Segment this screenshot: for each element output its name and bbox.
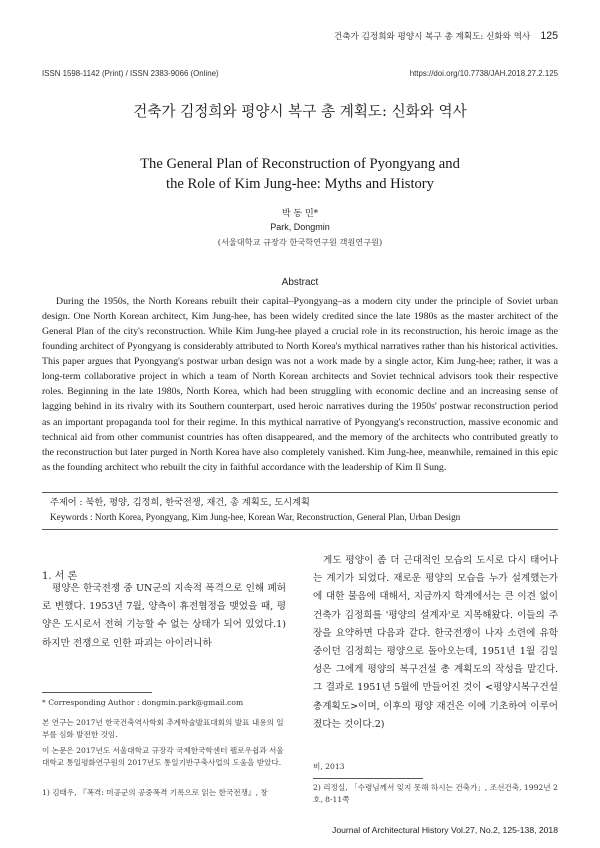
footnote-divider-right [313,778,423,779]
journal-footer: Journal of Architectural History Vol.27, No.2, 125-138, 2018 [332,825,558,835]
keywords-english: Keywords : North Korea, Pyongyang, Kim Jung-hee, Korean War, Reconstruction, General Plan, Urban Design [50,512,461,522]
abstract-body: During the 1950s, the North Koreans rebuilt their capital–Pyongyang–as a modern city under the principle of Soviet urban design. One North Korean architect, Kim Jung-hee, has been widely credited since the late 1980s as the master architect of the General Plan of the city's reconstruction. While Kim Jung-hee played a crucial role in its reconstruction, his heroic image as the founding architect of Pyongyang is considerably attributed to North Korea's mythical narratives rather than his historical activities. This paper argues that Pyongyang's postwar urban design was not a work made by a single actor, Kim Jung-hee; rather, it was a long-term collaborative project in which a team of North Korean architects and Soviet technical advisors took their respective roles. Beginning in the late 1980s, North Korea, which had been struggling with economic decline and an increasing sense of lagging behind in its rivalry with its Southern counterpart, used heroic narratives during the 1950s' postwar reconstruction period as an important propaganda tool for their regime. In this mythical narrative of Pyongyang's reconstruction, massive economic and technical aid from other communist countries has often disappeared, and the memory of the architects who contributed greatly to the reconstruction but later purged in North Korea have also completely vanished. Kim Jung-hee, meanwhile, remained in this epic as the founding architect who rebuilt the city in faithful accordance with the leadership of Kim Il Sung. [42,296,558,473]
author-affiliation: (서울대학교 규장각 한국학연구원 객원연구원) [217,237,383,247]
running-title: 건축가 김정희와 평양시 복구 총 계획도: 신화와 역사 [333,32,531,42]
doi-link[interactable]: https://doi.org/10.7738/JAH.2018.27.2.125 [409,69,558,78]
research-note: 본 연구는 2017년 한국건축역사학회 추계학술발표대회의 발표 내용의 일부를 심화 발전한 것임. [42,718,284,739]
keywords-korean: 주제어 : 북한, 평양, 김정희, 한국전쟁, 재건, 총 계획도, 도시계획 [50,497,310,508]
funding-note: 이 논문은 2017년도 서울대학교 규장각 국제한국학센터 펠로우쉽과 서울대학교 통일평화연구원의 2017년도 통일기반구축사업의 도움을 받았다. [42,746,284,767]
body-left-column-paragraph: 평양은 한국전쟁 중 UN군의 지속적 폭격으로 인해 폐허로 변했다. 1953년 7월, 양측이 휴전협정을 맺었을 때, 평양은 도시로서 전혀 기능할 수 없는 상태가 되어 있었다.1) 하지만 전쟁으로 인한 파괴는 아이러니하 [42,583,286,649]
footnote-1: 1) 김태우, 『폭격: 미공군의 공중폭격 기록으로 읽는 한국전쟁』, 창 [42,788,268,797]
page-number: 125 [540,30,558,42]
keywords-box [42,492,558,530]
abstract-heading: Abstract [281,277,319,288]
author-name-korean: 박 동 민* [281,209,319,219]
body-right-column-paragraph: 게도 평양이 좀 더 근대적인 모습의 도시로 다시 태어나는 계기가 되었다. 재로운 평양의 모습을 누가 설계했는가에 대한 물음에 대해서, 지금까지 학계에서는 큰 이견 없이 건축가 김정희를 '평양의 설계자'로 지목해왔다. 이들의 주장을 요약하면 다음과 같다. 한국전쟁이 나자 소련에 유학중이던 김정희는 평양으로 돌아오는데, 1951년 1월 김일성은 그에게 평양의 복구건설 총 계획도의 작성을 맡긴다. 그 결과로 1951년 5월에 만들어진 것이 <평양시복구건설총계획도>이며, 이후의 평양 재건은 이에 기초하여 이루어졌다는 것이다.2) [313,555,558,730]
issn: ISSN 1598-1142 (Print) / ISSN 2383-9066 (Online) [42,69,219,78]
author-name-english: Park, Dongmin [270,222,330,232]
title-korean: 건축가 김정희와 평양시 복구 총 계획도: 신화와 역사 [133,103,467,120]
title-english-line-1: The General Plan of Reconstruction of Pyongyang and [140,156,460,172]
title-english-line-2: the Role of Kim Jung-hee: Myths and History [166,176,434,192]
corresponding-author-note: * Corresponding Author : dongmin.park@gmail.com [42,698,244,707]
section-heading-introduction: 1. 서 론 [42,571,78,582]
footnote-divider-left [42,692,152,693]
running-head [334,30,558,42]
footnote-2: 2) 리정실, 「수령님께서 잊지 못해 하시는 건축가」, 조선건축, 1992년 2호, 8-11쪽 [313,783,558,804]
footnote-1-continued: 비, 2013 [313,762,345,771]
